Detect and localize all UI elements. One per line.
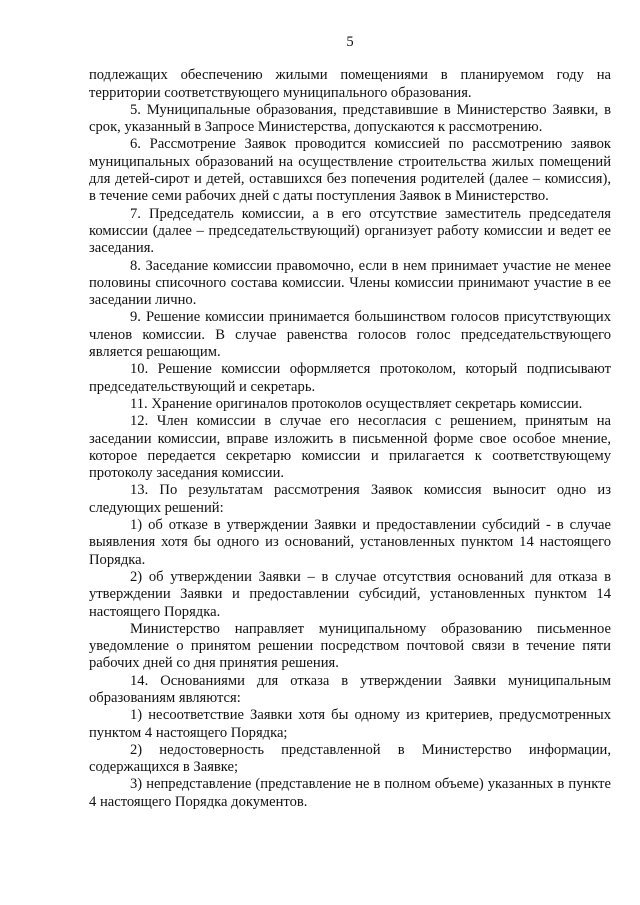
paragraph-9: 9. Решение комиссии принимается большинством голосов присутствующих членов комиссии. В случае равенства голосов голос председательствующего является решающим. <box>89 309 611 361</box>
paragraph-12: 12. Член комиссии в случае его несогласия с решением, принятым на заседании комиссии, вправе изложить в письменной форме свое особое мнение, которое передается секретарю комиссии и прилагается к соответствующему протоколу заседания комиссии. <box>89 413 611 482</box>
paragraph-10: 10. Решение комиссии оформляется протоколом, который подписывают председательствующий и секретарь. <box>89 361 611 395</box>
paragraph-notification: Министерство направляет муниципальному образованию письменное уведомление о принятом решении посредством почтовой связи в течение пяти рабочих дней со дня принятия решения. <box>89 620 611 672</box>
paragraph-13-item-2: 2) об утверждении Заявки – в случае отсутствия оснований для отказа в утверждении Заявки и предоставлении субсидий, установленных пунктом 14 настоящего Порядка. <box>89 568 611 620</box>
paragraph-14-item-1: 1) несоответствие Заявки хотя бы одному из критериев, предусмотренных пунктом 4 настоящего Порядка; <box>89 707 611 741</box>
paragraph-14-item-2: 2) недостоверность представленной в Министерство информации, содержащихся в Заявке; <box>89 741 611 776</box>
paragraph-14: 14. Основаниями для отказа в утверждении Заявки муниципальным образованиям являются: <box>89 672 611 706</box>
document-page <box>89 34 611 811</box>
paragraph-13-item-1: 1) об отказе в утверждении Заявки и предоставлении субсидий - в случае выявления хотя бы одного из оснований, установленных пунктом 14 настоящего Порядка. <box>89 517 611 568</box>
paragraph-14-item-3: 3) непредставление (представление не в полном объеме) указанных в пункте 4 настоящего Порядка документов. <box>89 776 611 810</box>
paragraph-13: 13. По результатам рассмотрения Заявок комиссия выносит одно из следующих решений: <box>89 482 611 516</box>
paragraph-8: 8. Заседание комиссии правомочно, если в нем принимает участие не менее половины списочного состава комиссии. Члены комиссии принимают участие в ее заседании лично. <box>89 257 611 309</box>
paragraph-5: 5. Муниципальные образования, представившие в Министерство Заявки, в срок, указанный в Запросе Министерства, допускаются к рассмотрению. <box>89 101 611 136</box>
paragraph-11: 11. Хранение оригиналов протоколов осуществляет секретарь комиссии. <box>130 395 583 412</box>
page-number: 5 <box>346 34 354 50</box>
paragraph-7: 7. Председатель комиссии, а в его отсутствие заместитель председателя комиссии (далее – председательствующий) организует работу комиссии и ведет ее заседания. <box>89 205 611 257</box>
paragraph-continuation: подлежащих обеспечению жилыми помещениями в планируемом году на территории соответствующего муниципального образования. <box>89 67 611 101</box>
paragraph-6: 6. Рассмотрение Заявок проводится комиссией по рассмотрению заявок муниципальных образований на осуществление строительства жилых помещений для детей-сирот и детей, оставшихся без попечения родителей (далее – комиссия), в течение семи рабочих дней с даты поступления Заявок в Министерство. <box>89 136 611 205</box>
